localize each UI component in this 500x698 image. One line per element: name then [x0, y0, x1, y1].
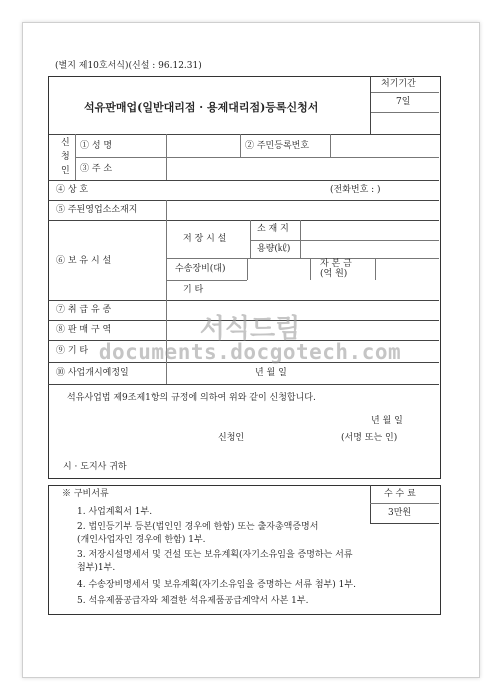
document-item: 첨부)1부.: [77, 563, 116, 573]
document-item: 3. 저장시설명세서 및 건설 또는 보유계획(자기소유임을 증명하는 서류: [77, 550, 353, 560]
business-name-label: ④ 상 호: [56, 185, 89, 195]
address-label: ③ 주 소: [80, 164, 113, 174]
capacity-label: 용량(㎘): [257, 244, 291, 254]
resident-id-label: ② 주민등록번호: [245, 141, 310, 151]
applicant-side-label: 신: [61, 138, 70, 148]
form-reference: (별지 제10호서식)(신설 : 96.12.31): [55, 61, 202, 71]
processing-period-label: 처기기간: [381, 79, 416, 89]
signature-note: (서명 또는 인): [341, 433, 398, 443]
capital-label: 자 본 금: [320, 259, 352, 269]
document-item: 1. 사업계획서 1부.: [77, 507, 153, 517]
start-date-label: ⑩ 사업개시예정일: [56, 368, 129, 378]
document-item: 5. 석유제품공급자와 체결한 석유제품공급계약서 사본 1부.: [77, 596, 309, 606]
name-label: ① 성 명: [80, 141, 113, 151]
start-date-value: 년 월 일: [255, 368, 287, 378]
applicant-signature-label: 신청인: [218, 433, 245, 443]
fee-label: 수 수 료: [384, 489, 416, 499]
document-item: 4. 수송장비명세서 및 보유계획(자기소유임을 증명하는 서류 첨부) 1부.: [77, 580, 356, 590]
document-item: 2. 법인등기부 등본(법인인 경우에 한함) 또는 출자총액증명서: [77, 522, 319, 532]
watermark-title: 서식드림: [199, 314, 301, 344]
sales-area-label: ⑧ 판 매 구 역: [56, 325, 112, 335]
fee-value: 3만원: [388, 508, 412, 518]
transport-equipment-label: 수송장비(대): [175, 264, 226, 274]
required-documents-header: ※ 구비서류: [62, 489, 109, 499]
processing-period-value: 7일: [396, 97, 411, 107]
main-office-label: ⑤ 주된영업소소재지: [56, 205, 138, 215]
watermark-url: documents.docgotech.com: [98, 340, 402, 364]
oil-type-label: ⑦ 취 급 유 종: [56, 305, 112, 315]
form-title: 석유판매업(일반대리점 · 용제대리점)등록신청서: [84, 101, 319, 114]
location-label: 소 재 지: [257, 224, 289, 234]
applicant-side-label: 인: [61, 166, 70, 176]
document-item: (개인사업자인 경우에 한함) 1부.: [77, 535, 206, 545]
facility-other-label: 기 타: [183, 285, 204, 295]
storage-facility-label: 저 장 시 설: [183, 234, 227, 244]
phone-field: (전화번호 : ): [330, 185, 381, 195]
recipient: 시 · 도지사 귀하: [63, 462, 127, 472]
capital-unit-label: (억 원): [320, 269, 348, 279]
other-label: ⑨ 기 타: [56, 346, 89, 356]
declaration-statement: 석유사업법 제9조제1항의 규정에 의하여 위와 같이 신청합니다.: [67, 393, 316, 403]
applicant-side-label: 청: [61, 152, 70, 162]
signature-date: 년 월 일: [371, 416, 403, 426]
facilities-label: ⑥ 보 유 시 설: [56, 256, 112, 266]
